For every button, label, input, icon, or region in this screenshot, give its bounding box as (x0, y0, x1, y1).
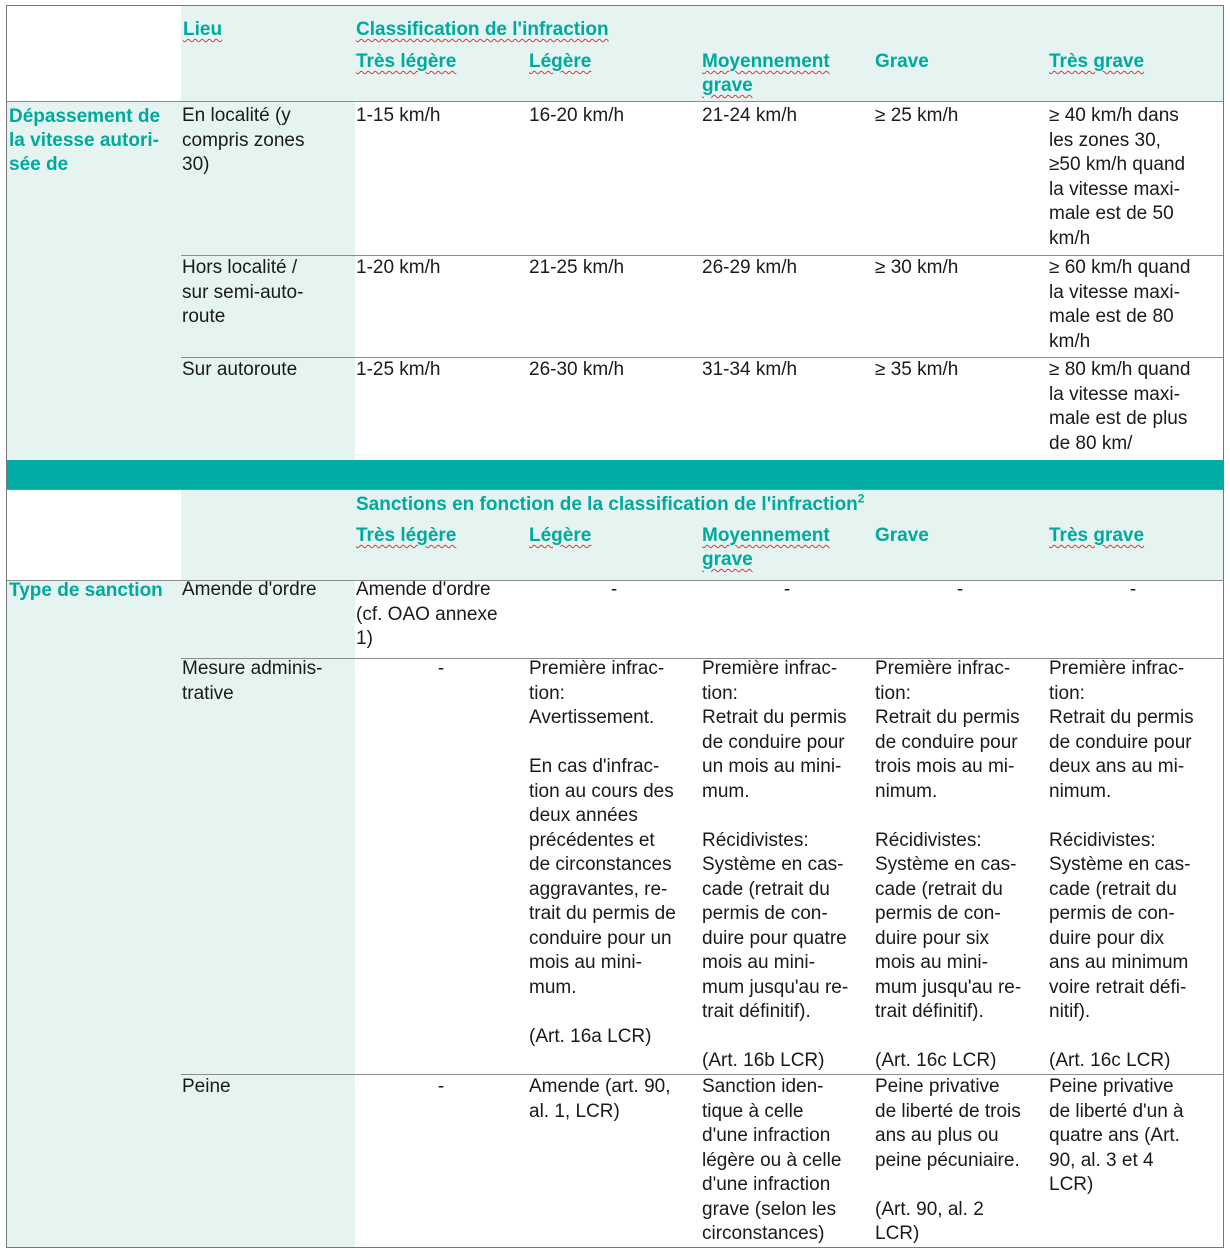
level-header-tres-grave: Très grave (1049, 51, 1145, 72)
speed-row-header: Dépassement de la vitesse autori- sée de (9, 106, 161, 175)
sanction-type-cell: Mesure adminis- trative (182, 658, 323, 704)
level-header-legere: Légère (529, 51, 592, 72)
speed-cell: ≥ 30 km/h (875, 257, 959, 278)
sanction-cell: Amende (art. 90, al. 1, LCR) (529, 1076, 671, 1122)
footnote-marker: 2 (857, 491, 865, 506)
sanctions-rowheader-bg (7, 581, 181, 1247)
sanction-cell: Première infrac- tion: Retrait du permis de conduire pour trois mois au mi- nimum. Récidivistes: Système en cas- cade (retrait du permis de con- duire pour six mois au mini- mum jusqu'au re- trait définitif). (Art. 16c LCR) (875, 658, 1022, 1071)
sanction-cell: Sanction iden- tique à celle d'une infraction légère ou à celle d'une infraction grave (selon les circonstances) (702, 1076, 842, 1244)
sanction-cell: Première infrac- tion: Avertissement. En cas d'infrac- tion au cours des deux années précédentes et de circonstances aggravantes, re- trait du permis de conduire pour un mois au mini- mum. (Art. 16a LCR) (529, 658, 676, 1047)
sanction-type-cell: Amende d'ordre (182, 579, 317, 600)
speed-cell: 1-15 km/h (356, 105, 441, 126)
level-header-moyennement-grave: Moyennement grave (702, 525, 830, 570)
level-header-tres-grave: Très grave (1049, 525, 1145, 546)
sanction-cell: Peine privative de liberté de trois ans au plus ou peine pécuniaire. (Art. 90, al. 2 LCR) (875, 1076, 1021, 1244)
speed-cell: ≥ 60 km/h quand la vitesse maxi- male est de 80 km/h (1049, 257, 1191, 352)
speed-cell: ≥ 40 km/h dans les zones 30, ≥50 km/h quand la vitesse maxi- male est de 50 km/h (1049, 105, 1186, 249)
row-divider (7, 101, 1223, 102)
sanction-row-header: Type de sanction (9, 580, 163, 601)
location-cell: En localité (y compris zones 30) (182, 105, 305, 175)
sanction-cell-empty: - (1129, 579, 1137, 600)
sanction-cell: Amende d'ordre (cf. OAO annexe 1) (356, 579, 498, 649)
sanction-cell-empty: - (610, 579, 618, 600)
classification-sheet (6, 5, 1224, 1248)
level-header-grave: Grave (875, 51, 929, 72)
sanction-cell: Première infrac- tion: Retrait du permis de conduire pour un mois au mini- mum. Récidivistes: Système en cas- cade (retrait du permis de con- duire pour quatre mois au mini- mum jusqu'au re- trait définitif). (Art. 16b LCR) (702, 658, 849, 1071)
sanction-type-cell: Peine (182, 1076, 231, 1097)
speed-cell: 1-25 km/h (356, 359, 441, 380)
level-header-grave: Grave (875, 525, 929, 546)
sanction-cell-empty: - (783, 579, 791, 600)
separator-band (7, 460, 1223, 489)
speed-cell: 26-29 km/h (702, 257, 798, 278)
speed-cell: 1-20 km/h (356, 257, 441, 278)
speed-cell: ≥ 80 km/h quand la vitesse maxi- male est de plus de 80 km/ (1049, 359, 1191, 454)
sanction-cell-empty: - (956, 579, 964, 600)
speed-cell: 26-30 km/h (529, 359, 625, 380)
speed-cell: 16-20 km/h (529, 105, 625, 126)
sanction-cell: Première infrac- tion: Retrait du permis de conduire pour deux ans au mi- nimum. Récidivistes: Système en cas- cade (retrait du permis de con- duire pour dix ans au minimum voire retrait défi- nitif). (Art. 16c LCR) (1049, 658, 1194, 1071)
classification-header: Classification de l'infraction (356, 19, 609, 40)
sanctions-header: Sanctions en fonction de la classification de l'infraction$^2$ (356, 491, 865, 515)
level-header-moyennement-grave: Moyennement grave (702, 51, 830, 96)
speed-cell: 31-34 km/h (702, 359, 798, 380)
speed-cell: 21-24 km/h (702, 105, 798, 126)
sanction-cell: Peine privative de liberté d'un à quatre ans (Art. 90, al. 3 et 4 LCR) (1049, 1076, 1184, 1195)
location-cell: Hors localité / sur semi-auto- route (182, 257, 304, 327)
location-header: Lieu (183, 19, 223, 40)
location-cell: Sur autoroute (182, 359, 298, 380)
sanction-cell-empty: - (437, 658, 445, 679)
speed-cell: ≥ 35 km/h (875, 359, 959, 380)
speed-cell: ≥ 25 km/h (875, 105, 959, 126)
level-header-legere: Légère (529, 525, 592, 546)
level-header-tres-legere: Très légère (356, 51, 457, 72)
level-header-tres-legere: Très légère (356, 525, 457, 546)
sanction-cell-empty: - (437, 1076, 445, 1097)
speed-cell: 21-25 km/h (529, 257, 625, 278)
row-divider (7, 489, 1223, 490)
